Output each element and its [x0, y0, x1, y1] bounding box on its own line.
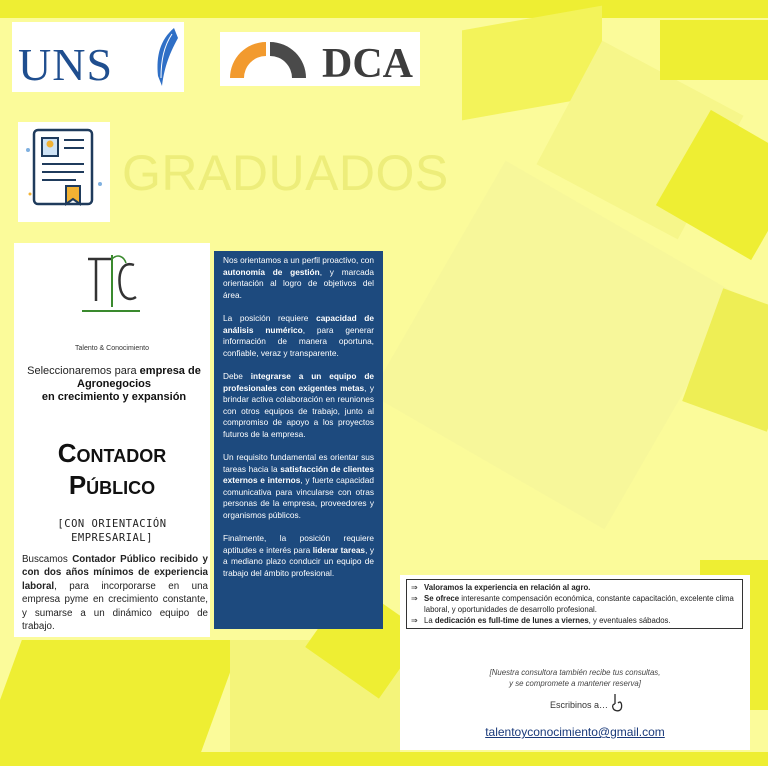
- requirement-paragraph: [223, 255, 374, 301]
- offer-bold: Se ofrece: [424, 594, 460, 603]
- highlight: satisfacción de clientes externos e internos: [223, 463, 374, 485]
- top-strip: [0, 0, 768, 18]
- requirements-column: [214, 251, 383, 629]
- dca-logo-text: DCA: [322, 41, 413, 87]
- text: , para generar información de manera oportuna, confiable, veraz y transparente.: [223, 324, 374, 358]
- arrow-icon: ⇒: [411, 583, 418, 592]
- dca-logo: [220, 32, 420, 86]
- resume-document-icon: [20, 124, 108, 220]
- contact-email-link[interactable]: talentoyconocimiento@gmail.com: [485, 725, 665, 739]
- tc-tagline: Talento & Conocimiento: [75, 345, 149, 352]
- offer-bold: Valoramos la experiencia en relación al agro.: [424, 583, 591, 592]
- text: Debe: [223, 371, 251, 381]
- deco-square: [0, 640, 242, 760]
- feather-icon: [152, 26, 182, 88]
- text: Nos orientamos a un perfil proactivo, con: [223, 255, 374, 265]
- uns-logo-text: UNS: [18, 39, 114, 90]
- highlight: autonomía de gestión: [223, 266, 320, 277]
- contact-panel: [400, 575, 750, 750]
- arrow-icon: ⇒: [411, 616, 418, 625]
- note-line1: [Nuestra consultora también recibe tus consultas,: [489, 668, 661, 677]
- offer-list: [406, 579, 743, 629]
- job-title-line1: Contador: [57, 438, 167, 468]
- orientation-line2: EMPRESARIAL]: [71, 532, 153, 544]
- dca-arc-icon: [220, 32, 320, 86]
- highlight: capacidad de análisis numérico: [223, 313, 374, 335]
- requirement-paragraph: [223, 313, 374, 359]
- text: , y marcada orientación al logro de objetivos del área.: [223, 266, 374, 300]
- arrow-icon: ⇒: [411, 594, 418, 603]
- write-us-label: Escribinos a…: [550, 700, 609, 710]
- orientation-line1: [CON ORIENTACIÓN: [57, 518, 167, 530]
- selection-pre: Seleccionaremos para: [27, 365, 140, 377]
- offer-text: interesante compensación económica, constante capacitación, excelente clima laboral, y oportunidades de desarrollo profesional.: [424, 594, 734, 614]
- selection-text: [18, 365, 210, 404]
- pointing-hand-icon: [610, 693, 624, 713]
- selection-line3: en crecimiento y expansión: [41, 391, 187, 403]
- deco-square: [660, 20, 768, 80]
- job-orientation: [14, 517, 210, 545]
- highlight: liderar tareas: [312, 544, 366, 555]
- requirement-paragraph: [223, 533, 374, 579]
- job-title: [14, 437, 210, 501]
- text: , y a mediano plazo conducir un equipo de trabajo del ámbito profesional.: [223, 544, 375, 578]
- offer-text: , y eventuales sábados.: [588, 616, 671, 625]
- text: La posición requiere: [223, 313, 317, 323]
- bottom-strip: [0, 752, 768, 766]
- requirement-paragraph: [223, 371, 374, 440]
- consultancy-note: [400, 667, 750, 689]
- offer-text: La: [424, 616, 435, 625]
- text: Finalmente, la posición requiere aptitudes e interés para: [223, 533, 374, 555]
- offer-bold: dedicación es full-time de lunes a viernes: [434, 616, 589, 625]
- text: Un requisito fundamental es orientar sus tareas hacia la: [223, 452, 374, 474]
- list-item: [411, 582, 738, 593]
- text: , y fuerte capacidad comunicativa para vincularse con otras personas de la empresa, proveedores y organismos públicos.: [223, 475, 374, 520]
- job-intro: [22, 553, 208, 633]
- highlight: integrarse a un equipo de profesionales con exigentes metas: [223, 371, 374, 393]
- uns-logo: [12, 22, 184, 92]
- text: , y brindar activa colaboración en reuniones con otros equipos de trabajo, junto al compromiso de apoyo a los proyectos futuros de la empresa.: [223, 382, 374, 439]
- intro-bold: Contador Público recibido y con dos años mínimos de experiencia laboral: [22, 554, 208, 592]
- flyer-left-column: [14, 243, 210, 637]
- intro-post: , para incorporarse en una empresa pyme en crecimiento constante, y sumarse a un dinámico equipo de trabajo.: [22, 580, 208, 633]
- tc-logo-icon: [82, 249, 140, 313]
- job-title-line2: Público: [68, 470, 156, 500]
- intro-pre: Buscamos: [22, 554, 73, 565]
- selection-line2: Agronegocios: [77, 378, 151, 390]
- note-line2: y se compromete a mantener reserva]: [509, 679, 641, 688]
- list-item: [411, 615, 738, 626]
- selection-bold: empresa de: [139, 365, 201, 377]
- list-item: [411, 593, 738, 615]
- requirement-paragraph: [223, 452, 374, 521]
- page-title: GRADUADOS: [122, 145, 449, 201]
